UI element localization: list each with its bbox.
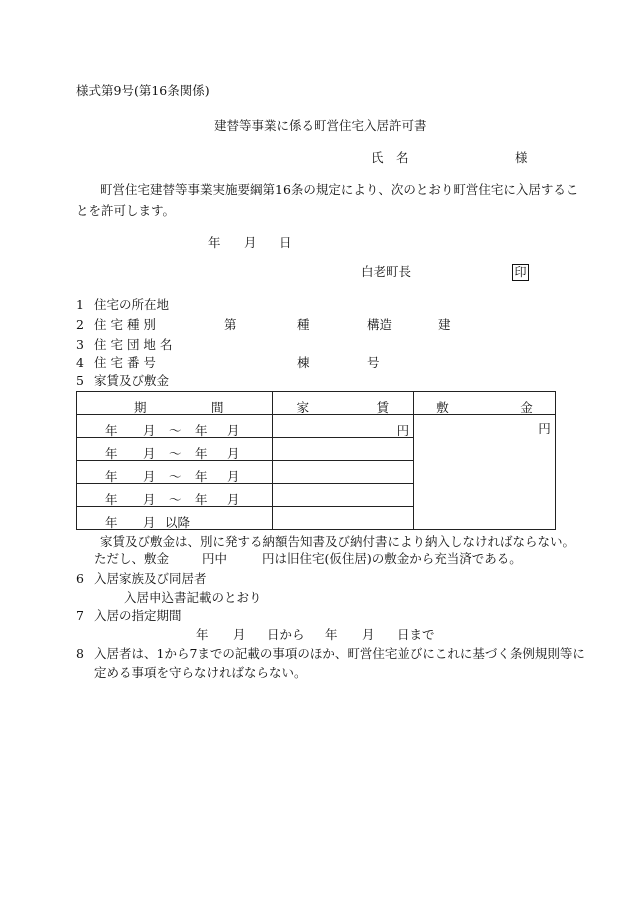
item4-to: 棟 (297, 355, 310, 370)
header-deposit (414, 392, 556, 415)
item6-num: 6 (76, 571, 84, 586)
rent-cell (272, 507, 414, 530)
rent-yen: 円 (396, 423, 410, 438)
item7-label: 入居の指定期間 (94, 608, 182, 623)
period-tilde: 〜 (169, 492, 182, 507)
item4-go: 号 (367, 355, 380, 370)
note-line-1: 家賃及び敷金は、別に発する納額告知書及び納付書により納入しなければならない。 (100, 534, 576, 549)
header-deposit-a: 敷 (436, 400, 449, 415)
rent-cell (272, 415, 414, 438)
item1-label: 住宅の所在地 (94, 297, 170, 312)
rent-cell (272, 438, 414, 461)
period-cell (77, 415, 273, 438)
period-tilde: 〜 (169, 469, 182, 484)
item2-shu: 種 (297, 317, 310, 332)
period-month: 月 (143, 469, 156, 484)
item7-end-year: 年 (325, 627, 338, 642)
name-label: 氏 名 (371, 150, 409, 165)
date-month: 月 (244, 235, 257, 250)
deposit-cell (414, 415, 556, 530)
rent-cell (272, 461, 414, 484)
item4-label: 住 宅 番 号 (94, 355, 156, 370)
header-period-b: 間 (211, 400, 224, 415)
rent-cell (272, 484, 414, 507)
period-cell (77, 438, 273, 461)
item3-num: 3 (76, 337, 84, 352)
period-year: 年 (105, 492, 118, 507)
item2-ken: 建 (438, 317, 451, 332)
period-year-end: 年 (195, 492, 208, 507)
header-deposit-b: 金 (520, 400, 533, 415)
note-a: ただし、敷金 (94, 551, 170, 566)
item1-num: 1 (76, 297, 84, 312)
body-line-2: とを許可します。 (76, 203, 176, 218)
period-month: 月 (143, 515, 156, 530)
header-period-a: 期 (134, 400, 147, 415)
period-onward: 以降 (165, 515, 191, 530)
note-b: 円中 (202, 551, 228, 566)
item5-num: 5 (76, 373, 84, 388)
seal-mark: 印 (512, 264, 529, 281)
date-year: 年 (208, 235, 221, 250)
period-year-end: 年 (195, 446, 208, 461)
item4-num: 4 (76, 355, 84, 370)
item6-label: 入居家族及び同居者 (94, 571, 207, 586)
official-seal (512, 264, 529, 281)
period-month-end: 月 (227, 492, 240, 507)
period-year-end: 年 (195, 423, 208, 438)
period-cell (77, 461, 273, 484)
header-rent-a: 家 (296, 400, 310, 415)
body-line-1: 町営住宅建替等事業実施要綱第16条の規定により、次のとおり町営住宅に入居するこ (100, 182, 579, 197)
period-tilde: 〜 (169, 423, 182, 438)
note-c: 円は旧住宅(仮住居)の敷金から充当済である。 (262, 551, 522, 566)
period-month: 月 (143, 492, 156, 507)
deposit-yen: 円 (538, 421, 551, 436)
period-year-end: 年 (195, 469, 208, 484)
item8-line-1: 入居者は、1から7までの記載の事項のほか、町営住宅並びにこれに基づく条例規則等に (94, 646, 585, 661)
date-day: 日 (279, 235, 292, 250)
item7-start-month: 月 (233, 627, 246, 642)
table-header-row (77, 392, 556, 415)
period-cell (77, 507, 273, 530)
form-number: 様式第9号(第16条関係) (76, 83, 210, 98)
period-year: 年 (105, 423, 118, 438)
header-rent-b: 賃 (376, 400, 390, 415)
issuer-title: 白老町長 (361, 264, 412, 279)
period-tilde: 〜 (169, 446, 182, 461)
period-year: 年 (105, 446, 118, 461)
page-title: 建替等事業に係る町営住宅入居許可書 (214, 118, 427, 133)
table-row (77, 415, 556, 438)
item7-end-month: 月 (362, 627, 375, 642)
item7-from: 日から (267, 627, 305, 642)
period-year: 年 (105, 515, 118, 530)
item7-num: 7 (76, 608, 84, 623)
period-month-end: 月 (227, 423, 240, 438)
item8-num: 8 (76, 646, 84, 661)
item2-label: 住 宅 種 別 (94, 317, 156, 332)
item3-label: 住 宅 団 地 名 (94, 337, 173, 352)
honorific: 様 (515, 150, 528, 165)
item6-detail: 入居申込書記載のとおり (124, 590, 262, 605)
header-period (77, 392, 273, 415)
period-month-end: 月 (227, 469, 240, 484)
period-month: 月 (143, 423, 156, 438)
period-month: 月 (143, 446, 156, 461)
item7-until: 日まで (397, 627, 435, 642)
rent-deposit-table (76, 391, 556, 530)
item5-label: 家賃及び敷金 (94, 373, 170, 388)
item2-num: 2 (76, 317, 84, 332)
item7-start-year: 年 (196, 627, 209, 642)
header-rent (272, 392, 414, 415)
period-year: 年 (105, 469, 118, 484)
item2-dai: 第 (224, 317, 237, 332)
item2-kozo: 構造 (367, 317, 393, 332)
item8-line-2: 定める事項を守らなければならない。 (94, 665, 307, 680)
period-cell (77, 484, 273, 507)
period-month-end: 月 (227, 446, 240, 461)
